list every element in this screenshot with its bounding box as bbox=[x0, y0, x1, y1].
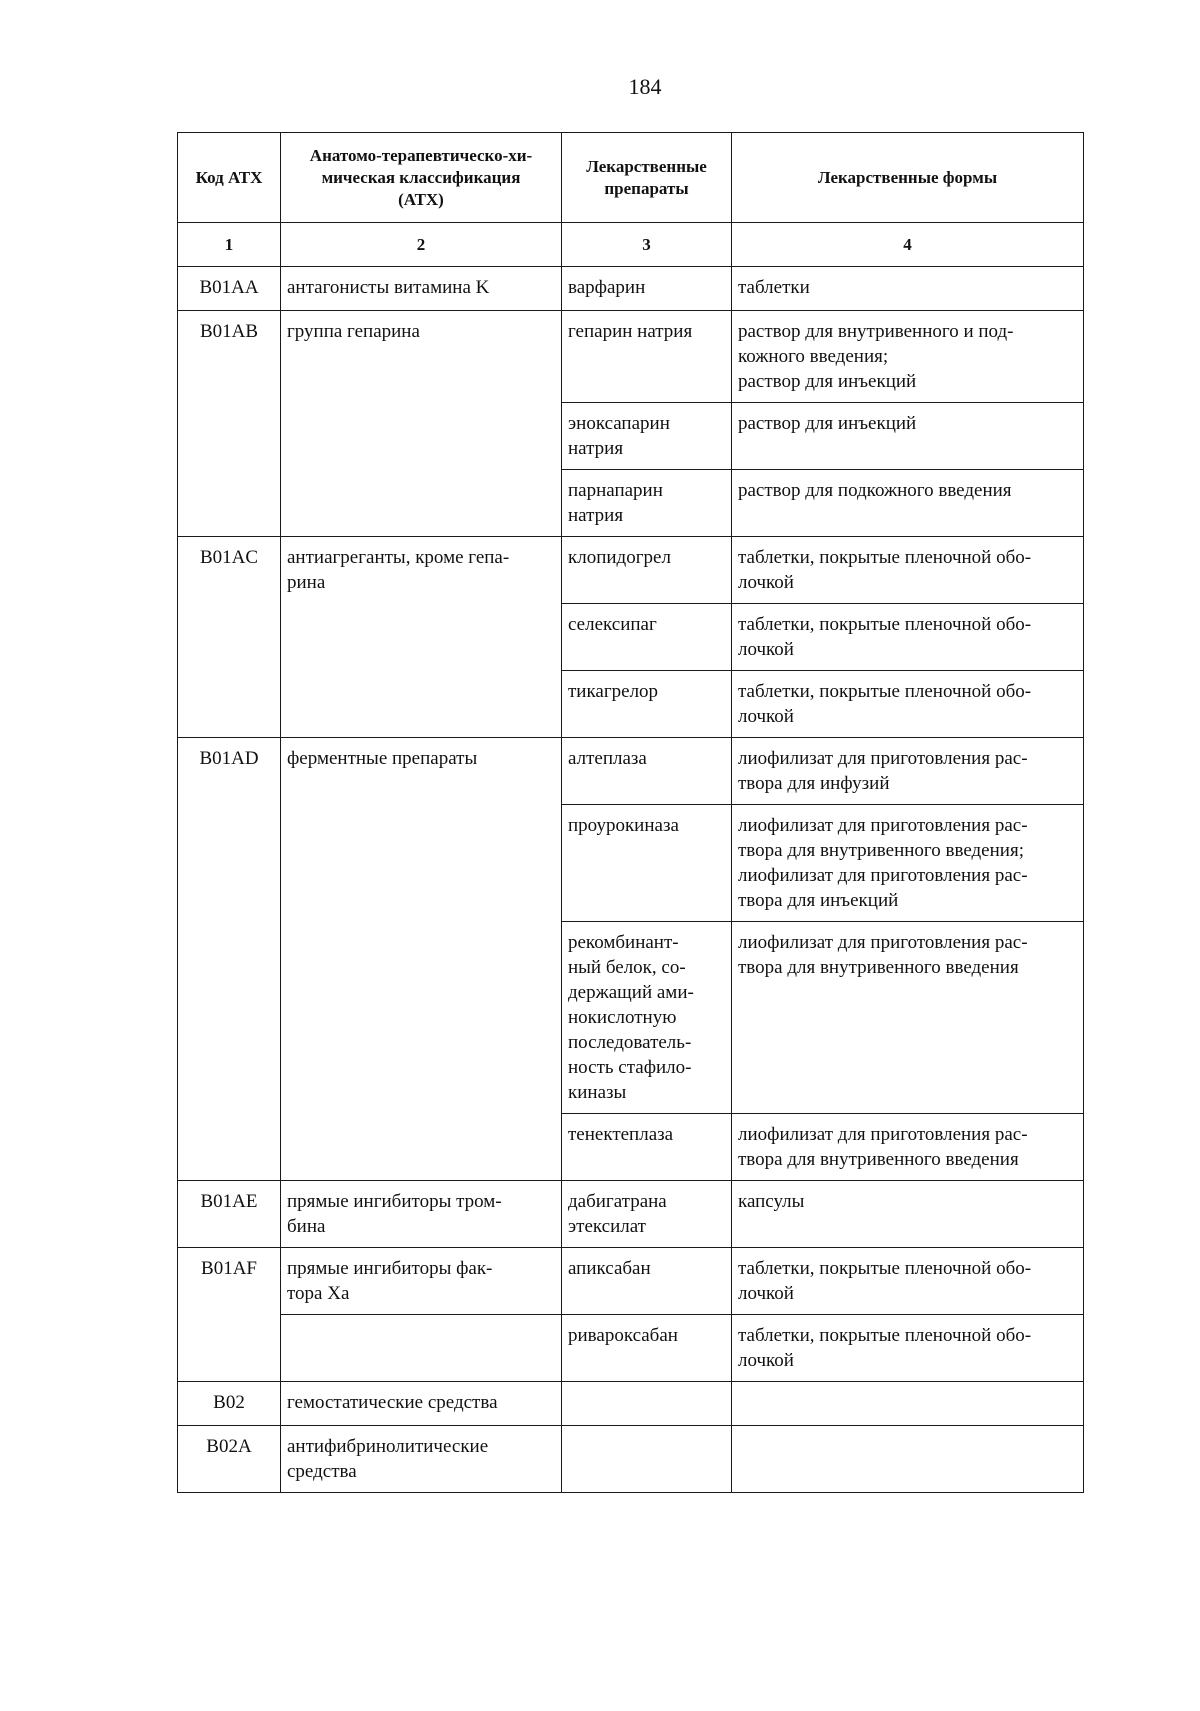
header-dosage-forms: Лекарственные формы bbox=[732, 133, 1084, 223]
table-row bbox=[178, 1426, 1084, 1493]
dosage-form-cell: лиофилизат для приготовления рас- твора для инфузий bbox=[732, 738, 1084, 805]
drug-name-cell: селексипаг bbox=[562, 604, 732, 671]
atc-code-cell: B01AD bbox=[178, 738, 281, 1181]
atc-classification-cell: прямые ингибиторы тром- бина bbox=[281, 1181, 562, 1248]
table-row bbox=[178, 1315, 1084, 1382]
column-number-row bbox=[178, 223, 1084, 267]
atc-classification-cell: ферментные препараты bbox=[281, 738, 562, 1181]
drug-name-cell: апиксабан bbox=[562, 1248, 732, 1315]
column-number: 2 bbox=[281, 223, 562, 267]
atc-code-cell: B02 bbox=[178, 1382, 281, 1426]
dosage-form-cell bbox=[732, 1382, 1084, 1426]
drug-name-cell: дабигатрана этексилат bbox=[562, 1181, 732, 1248]
dosage-form-cell: таблетки, покрытые пленочной обо- лочкой bbox=[732, 537, 1084, 604]
drug-name-cell bbox=[562, 1426, 732, 1493]
atc-classification-cell: антиагреганты, кроме гепа- рина bbox=[281, 537, 562, 738]
table-row bbox=[178, 311, 1084, 403]
atc-code-cell: B01AC bbox=[178, 537, 281, 738]
column-number: 3 bbox=[562, 223, 732, 267]
atc-classification-cell: антифибринолитические средства bbox=[281, 1426, 562, 1493]
drug-name-cell: варфарин bbox=[562, 267, 732, 311]
dosage-form-cell: лиофилизат для приготовления рас- твора для внутривенного введения bbox=[732, 1114, 1084, 1181]
column-number: 4 bbox=[732, 223, 1084, 267]
header-atc-classification: Анатомо-терапевтическо-хи- мическая классификация (АТХ) bbox=[281, 133, 562, 223]
table-row bbox=[178, 738, 1084, 805]
table-header-row bbox=[178, 133, 1084, 223]
header-drugs: Лекарственные препараты bbox=[562, 133, 732, 223]
dosage-form-cell: раствор для подкожного введения bbox=[732, 470, 1084, 537]
atc-code-cell: B01AA bbox=[178, 267, 281, 311]
dosage-form-cell: таблетки, покрытые пленочной обо- лочкой bbox=[732, 604, 1084, 671]
atc-classification-cell bbox=[281, 1315, 562, 1382]
table-row bbox=[178, 267, 1084, 311]
table-row bbox=[178, 1248, 1084, 1315]
table-row bbox=[178, 1181, 1084, 1248]
atc-classification-cell: прямые ингибиторы фак- тора Xa bbox=[281, 1248, 562, 1315]
atc-classification-cell: группа гепарина bbox=[281, 311, 562, 537]
dosage-form-cell: таблетки, покрытые пленочной обо- лочкой bbox=[732, 1315, 1084, 1382]
atc-drug-table bbox=[177, 132, 1084, 1493]
dosage-form-cell: таблетки, покрытые пленочной обо- лочкой bbox=[732, 1248, 1084, 1315]
drug-name-cell: гепарин натрия bbox=[562, 311, 732, 403]
table-body bbox=[178, 267, 1084, 1493]
drug-name-cell: ривароксабан bbox=[562, 1315, 732, 1382]
dosage-form-cell bbox=[732, 1426, 1084, 1493]
drug-name-cell bbox=[562, 1382, 732, 1426]
dosage-form-cell: раствор для внутривенного и под- кожного введения; раствор для инъекций bbox=[732, 311, 1084, 403]
column-number: 1 bbox=[178, 223, 281, 267]
atc-code-cell: B01AF bbox=[178, 1248, 281, 1382]
drug-name-cell: тенектеплаза bbox=[562, 1114, 732, 1181]
dosage-form-cell: раствор для инъекций bbox=[732, 403, 1084, 470]
atc-classification-cell: антагонисты витамина K bbox=[281, 267, 562, 311]
page-number: 184 bbox=[628, 74, 662, 99]
atc-classification-cell: гемостатические средства bbox=[281, 1382, 562, 1426]
atc-code-cell: B01AE bbox=[178, 1181, 281, 1248]
dosage-form-cell: таблетки, покрытые пленочной обо- лочкой bbox=[732, 671, 1084, 738]
drug-name-cell: эноксапарин натрия bbox=[562, 403, 732, 470]
dosage-form-cell: лиофилизат для приготовления рас- твора для внутривенного введения; лиофилизат для приготовления рас- твора для инъекций bbox=[732, 805, 1084, 922]
drug-name-cell: проурокиназа bbox=[562, 805, 732, 922]
atc-code-cell: B02A bbox=[178, 1426, 281, 1493]
table-row bbox=[178, 537, 1084, 604]
drug-name-cell: парнапарин натрия bbox=[562, 470, 732, 537]
atc-code-cell: B01AB bbox=[178, 311, 281, 537]
dosage-form-cell: таблетки bbox=[732, 267, 1084, 311]
drug-name-cell: клопидогрел bbox=[562, 537, 732, 604]
dosage-form-cell: капсулы bbox=[732, 1181, 1084, 1248]
header-atc-code: Код АТХ bbox=[178, 133, 281, 223]
table-row bbox=[178, 1382, 1084, 1426]
dosage-form-cell: лиофилизат для приготовления рас- твора для внутривенного введения bbox=[732, 922, 1084, 1114]
drug-name-cell: тикагрелор bbox=[562, 671, 732, 738]
drug-name-cell: рекомбинант- ный белок, со- держащий ами- нокислотную последователь- ность стафило- киназы bbox=[562, 922, 732, 1114]
drug-name-cell: алтеплаза bbox=[562, 738, 732, 805]
